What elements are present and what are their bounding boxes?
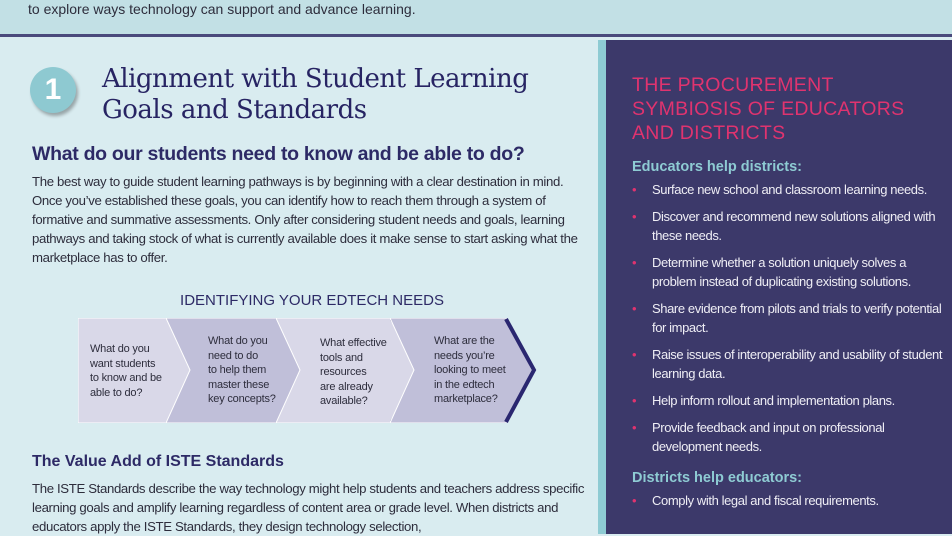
list-item: • Provide feedback and input on professional development needs.	[632, 418, 948, 456]
section-title: Alignment with Student Learning Goals and Standards	[102, 64, 529, 125]
list-item: • Discover and recommend new solutions aligned with these needs.	[632, 207, 948, 245]
sidebar-title: THE PROCUREMENT SYMBIOSIS OF EDUCATORS AND DISTRICTS	[632, 74, 905, 144]
list-item: • Share evidence from pilots and trials to verify potential for impact.	[632, 299, 948, 337]
section-body-2: The ISTE Standards describe the way technology might help students and teachers address specific learning goals and amplify learning regardless of content area or grade level. When districts and educators apply the ISTE Standards, they design technology selection,	[32, 481, 585, 534]
diagram-step-text: What do you need to do to help them master these key concepts?	[208, 335, 276, 405]
diagram-step-text: What are the needs you’re looking to meet in the edtech marketplace?	[434, 335, 506, 405]
section-number-badge: 1	[30, 67, 76, 113]
divider	[598, 40, 606, 534]
list-item: • Help inform rollout and implementation plans.	[632, 391, 948, 410]
subheading: The Value Add of ISTE Standards	[32, 453, 284, 470]
list-item: • Determine whether a solution uniquely solves a problem instead of duplicating existing solutions.	[632, 253, 948, 291]
educators-heading: Educators help districts:	[632, 159, 803, 175]
intro-text: to explore ways technology can support and advance learning.	[28, 1, 416, 17]
districts-heading: Districts help educators:	[632, 470, 803, 486]
section-question: What do our students need to know and be able to do?	[32, 143, 525, 165]
section-body: The best way to guide student learning pathways is by beginning with a clear destination in mind. Once you’ve established these goals, you can identify how to reach them through a system of formative and summative assessments. Only after considering student needs and goals, learning pathways and taking stock of what is currently available does it make sense to start asking what the marketplace has to offer.	[32, 174, 578, 265]
intro-band	[0, 0, 952, 37]
districts-list	[632, 491, 948, 510]
diagram-step-text: What effective tools and resources are already available?	[320, 337, 387, 407]
diagram-title: IDENTIFYING YOUR EDTECH NEEDS	[180, 292, 444, 309]
educators-list	[632, 180, 948, 456]
sidebar-content	[632, 73, 948, 518]
list-item: • Surface new school and classroom learning needs.	[632, 180, 948, 199]
diagram-step-text: What do you want students to know and be able to do?	[90, 343, 162, 399]
list-item: • Raise issues of interoperability and usability of student learning data.	[632, 345, 948, 383]
list-item: • Comply with legal and fiscal requirements.	[632, 491, 948, 510]
diagram-step	[390, 318, 532, 423]
